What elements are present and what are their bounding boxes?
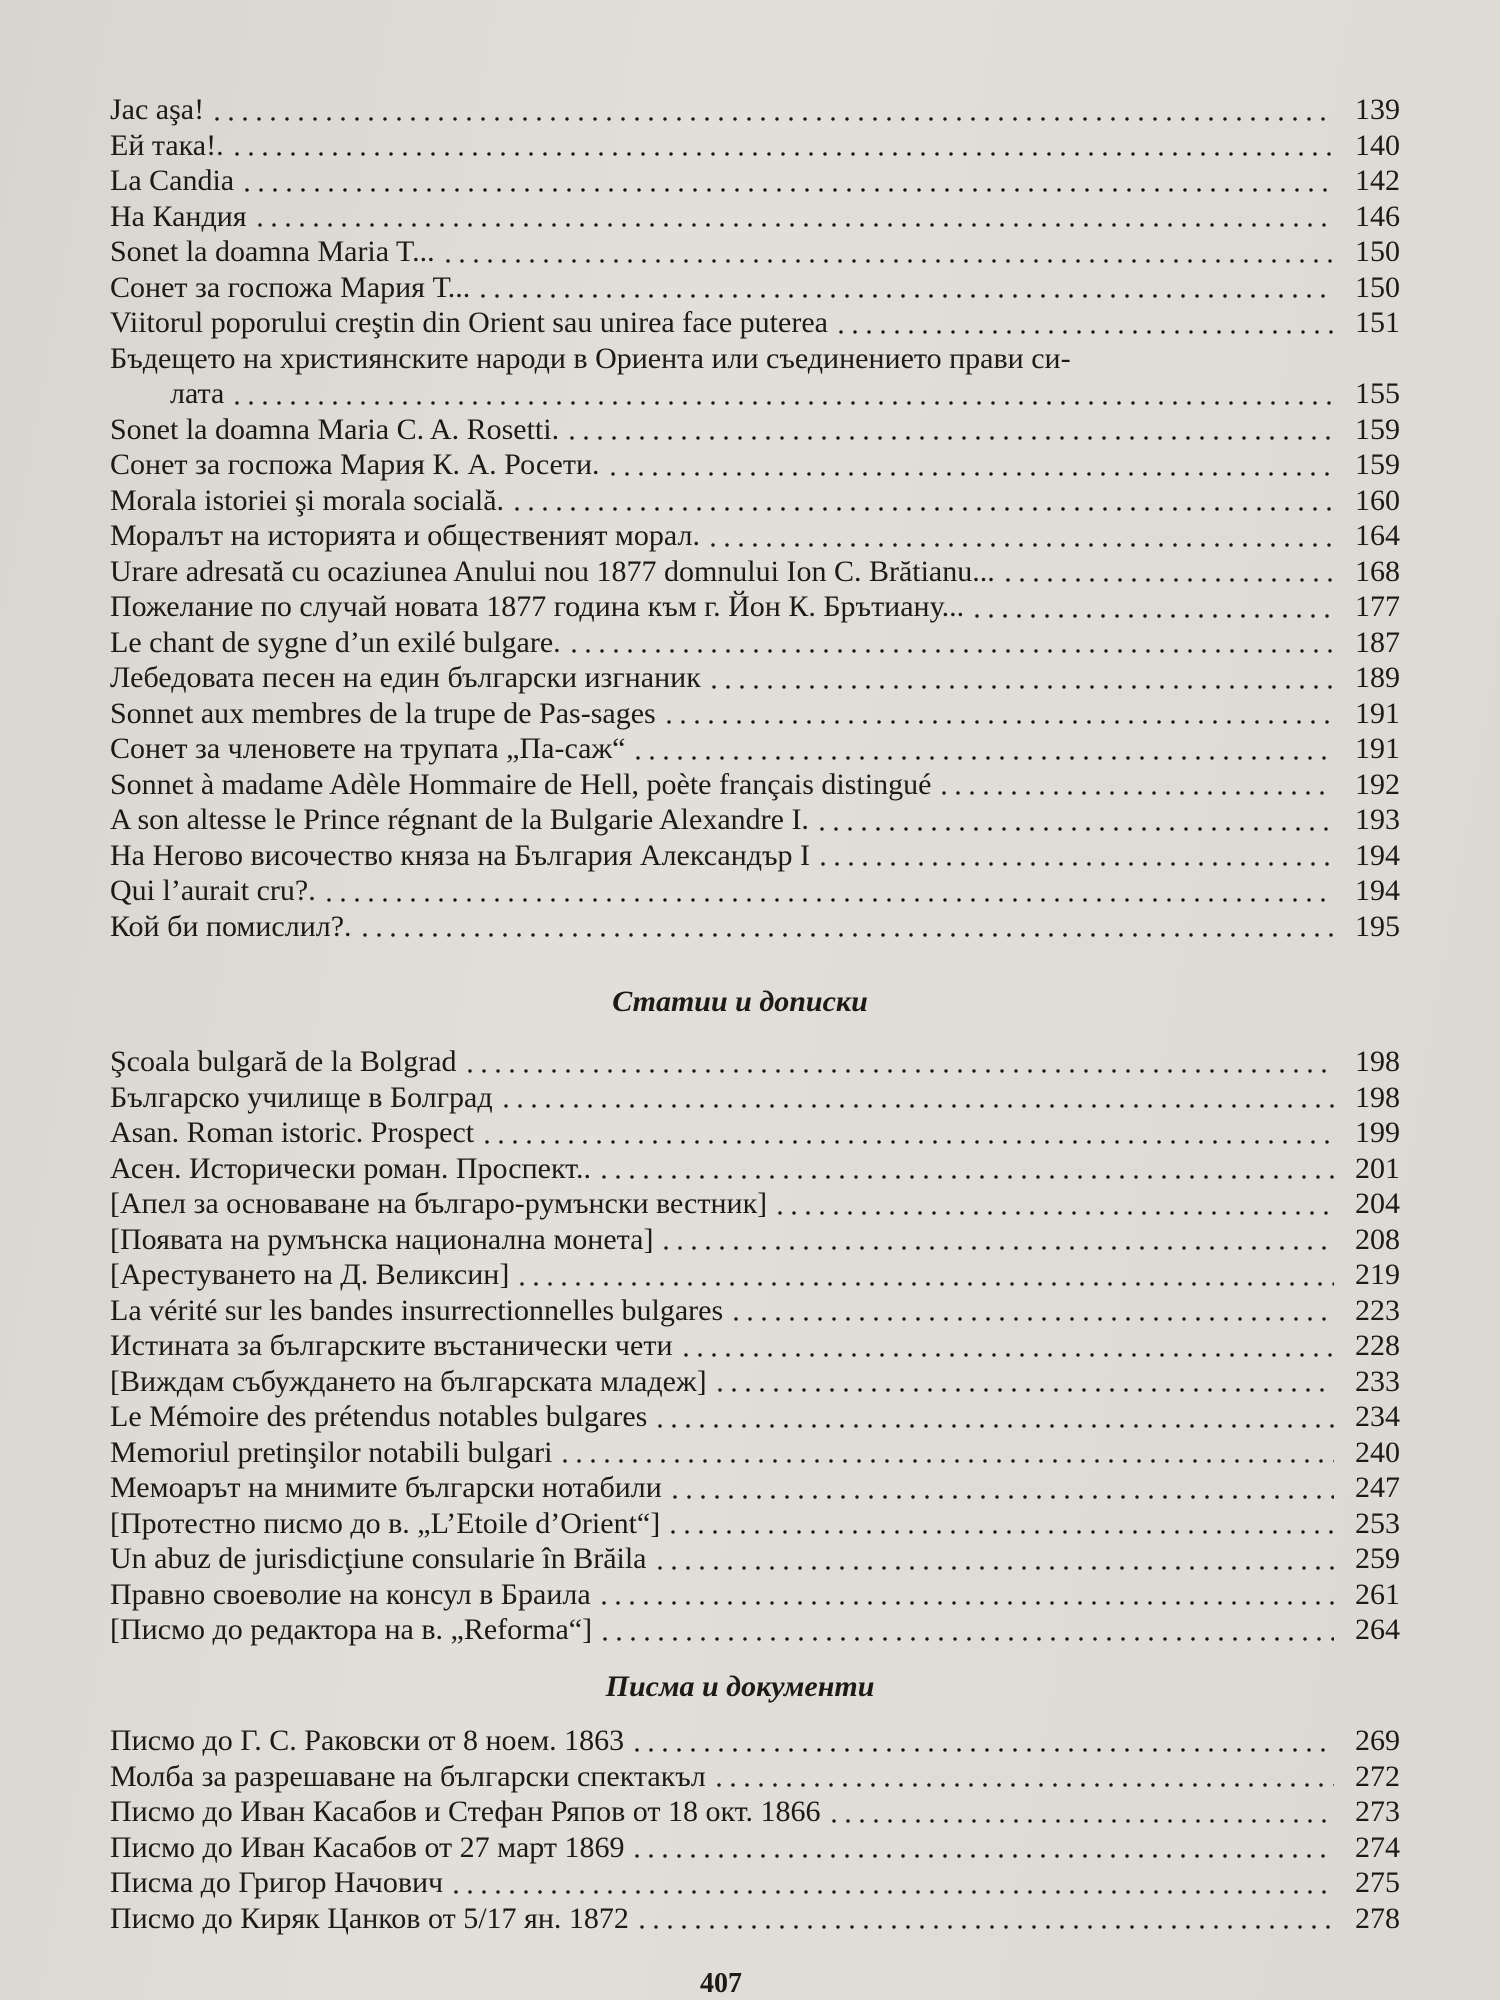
entry-title: La Candia (110, 164, 235, 197)
toc-entry (110, 696, 1400, 732)
entry-page-number: 146 (1355, 199, 1400, 233)
dot-leader (565, 421, 1334, 441)
toc-entry (110, 92, 1400, 128)
toc-entry (110, 1257, 1400, 1293)
toc-entry (110, 518, 1400, 554)
entry-page-number: 259 (1355, 1542, 1400, 1575)
toc-entry (110, 802, 1400, 838)
entry-page-number: 194 (1355, 838, 1400, 872)
entry-page-number: 274 (1355, 1830, 1400, 1864)
dot-leader (712, 1768, 1334, 1788)
dot-leader (358, 918, 1334, 938)
entry-title: La vérité sur les bandes insurrectionnelles bulgares (110, 1293, 724, 1327)
entry-page-number: 272 (1355, 1759, 1400, 1793)
entry-page-number: 269 (1355, 1724, 1400, 1757)
entry-title: Кой би помислил?. (110, 909, 352, 943)
entry-page-number: 155 (1355, 377, 1400, 410)
toc-entry (110, 767, 1400, 803)
entry-title: Sonnet à madame Adèle Hommaire de Hell, poète français distingué (110, 767, 932, 801)
toc-articles-list (110, 1044, 1400, 1648)
entry-title: [Появата на румънска национална монета] (110, 1222, 654, 1256)
entry-title: Правно своеволие на консул в Браила (110, 1577, 591, 1611)
entry-page-number: 189 (1355, 661, 1400, 694)
dot-leader (631, 741, 1334, 761)
entry-page-number: 234 (1355, 1400, 1400, 1433)
entry-page-number: 177 (1355, 590, 1400, 623)
dot-leader (635, 1910, 1334, 1930)
entry-page-number: 253 (1355, 1506, 1400, 1540)
dot-leader (253, 208, 1334, 228)
toc-entry (110, 1080, 1400, 1116)
toc-entry (110, 234, 1400, 270)
toc-entry (110, 1186, 1400, 1222)
toc-entry (110, 1901, 1400, 1937)
entry-title: Urare adresată cu ocaziunea Anului nou 1877 domnului Ion C. Brătianu... (110, 554, 995, 588)
entry-page-number: 191 (1355, 732, 1400, 765)
entry-title: Истината за българските въстанически чети (110, 1329, 673, 1362)
entry-title: Morala istoriei şi morala socială. (110, 483, 505, 517)
entry-page-number: 198 (1355, 1045, 1400, 1078)
dot-leader (937, 776, 1334, 796)
entry-page-number: 278 (1355, 1901, 1400, 1935)
toc-entry (110, 1115, 1400, 1151)
entry-title: Le Mémoire des prétendus notables bulgares (110, 1400, 648, 1433)
dot-leader (230, 137, 1334, 157)
entry-title: Писмо до Киряк Цанков от 5/17 ян. 1872 (110, 1901, 629, 1935)
toc-entry (110, 1151, 1400, 1187)
toc-entry (110, 1470, 1400, 1506)
dot-leader (441, 244, 1334, 264)
toc-entry (110, 305, 1400, 341)
dot-leader (1001, 563, 1334, 583)
entry-title: Сонет за членовете на трупата „Па-саж“ (110, 732, 626, 765)
entry-title: Лебедовата песен на един български изгнаник (110, 661, 701, 694)
entry-title: Sonet la doamna Maria T... (110, 235, 435, 268)
toc-entry (110, 128, 1400, 164)
toc-entry (110, 1865, 1400, 1901)
toc-entry (110, 1723, 1400, 1759)
entry-page-number: 195 (1355, 909, 1400, 943)
dot-leader (230, 386, 1334, 406)
entry-title: На Негово височество княза на България Александър I (110, 838, 811, 872)
dot-leader (713, 1373, 1334, 1393)
dot-leader (970, 599, 1334, 619)
entry-title-line1: Бъдещето на християнските народи в Ориента или съединението прави си- (110, 341, 1071, 375)
entry-page-number: 247 (1355, 1471, 1400, 1504)
entry-page-number: 223 (1355, 1293, 1400, 1327)
entry-page-number: 201 (1355, 1151, 1400, 1185)
dot-leader (597, 1586, 1334, 1606)
entry-title: Qui l’aurait cru?. (110, 874, 316, 907)
entry-title: На Кандия (110, 199, 247, 233)
entry-page-number: 264 (1355, 1613, 1400, 1646)
toc-entry (110, 1759, 1400, 1795)
entry-page-number: 191 (1355, 696, 1400, 730)
dot-leader (510, 492, 1334, 512)
entry-title: Ей така!. (110, 128, 224, 162)
entry-page-number: 261 (1355, 1577, 1400, 1611)
dot-leader (630, 1733, 1334, 1753)
dot-leader (816, 847, 1334, 867)
entry-page-number: 208 (1355, 1222, 1400, 1256)
toc-entry (110, 625, 1400, 661)
toc-poems-list (110, 92, 1400, 944)
dot-leader (210, 102, 1334, 122)
entry-page-number: 160 (1355, 483, 1400, 517)
toc-entry (110, 1044, 1400, 1080)
entry-page-number: 194 (1355, 874, 1400, 907)
toc-entry (110, 1577, 1400, 1613)
entry-title: Le chant de sygne d’un exilé bulgare. (110, 625, 561, 659)
dot-leader (706, 528, 1334, 548)
dot-leader (322, 883, 1334, 903)
dot-leader (463, 1054, 1334, 1074)
dot-leader (668, 1480, 1334, 1500)
entry-page-number: 139 (1355, 93, 1400, 126)
entry-page-number: 199 (1355, 1116, 1400, 1149)
dot-leader (653, 1551, 1335, 1571)
toc-entry (110, 447, 1400, 483)
entry-title: Писма до Григор Начович (110, 1866, 444, 1899)
entry-title: Асен. Исторически роман. Проспект.. (110, 1151, 592, 1185)
toc-entry (110, 589, 1400, 625)
entry-page-number: 151 (1355, 306, 1400, 339)
toc-entry (110, 1506, 1400, 1542)
entry-page-number: 233 (1355, 1364, 1400, 1398)
entry-page-number: 204 (1355, 1187, 1400, 1220)
toc-entry (110, 412, 1400, 448)
toc-entry (110, 909, 1400, 945)
entry-page-number: 168 (1355, 554, 1400, 588)
page-number: 407 (700, 1968, 742, 1999)
toc-entry (110, 660, 1400, 696)
entry-title: Şcoala bulgară de la Bolgrad (110, 1045, 457, 1078)
toc-entry (110, 1541, 1400, 1577)
toc-entry (110, 483, 1400, 519)
entry-title: Sonet la doamna Maria C. A. Rosetti. (110, 412, 560, 446)
entry-title: Memoriul pretinşilor notabili bulgari (110, 1435, 553, 1469)
entry-title: Asan. Roman istoric. Prospect (110, 1116, 475, 1149)
entry-title: [Протестно писмо до в. „L’Etoile d’Orient“] (110, 1506, 661, 1540)
dot-leader (515, 1267, 1334, 1287)
toc-letters-list (110, 1723, 1400, 1936)
dot-leader (729, 1302, 1334, 1322)
entry-title: Jac aşa! (110, 93, 205, 126)
entry-page-number: 198 (1355, 1080, 1400, 1114)
entry-title: Българско училище в Болград (110, 1080, 493, 1114)
toc-entry (110, 1222, 1400, 1258)
entry-title: [Виждам събуждането на българската младеж] (110, 1364, 707, 1398)
dot-leader (666, 1515, 1334, 1535)
toc-entry (110, 1435, 1400, 1471)
entry-page-number: 273 (1355, 1795, 1400, 1828)
section-title-articles: Статии и дописки (612, 985, 868, 1018)
entry-title: [Арестуването на Д. Великсин] (110, 1258, 510, 1291)
entry-title: Sonnet aux membres de la trupe de Pas-sages (110, 696, 656, 730)
entry-page-number: 219 (1355, 1258, 1400, 1291)
toc-entry (110, 1399, 1400, 1435)
entry-title: A son altesse le Prince régnant de la Bulgarie Alexandre I. (110, 803, 809, 836)
dot-leader (499, 1089, 1334, 1109)
toc-entry (110, 1293, 1400, 1329)
dot-leader (449, 1875, 1334, 1895)
entry-page-number: 159 (1355, 412, 1400, 446)
entry-title: Un abuz de jurisdicţiune consularie în Brăila (110, 1542, 647, 1575)
toc-entry (110, 1364, 1400, 1400)
entry-title-line2-row (110, 376, 1400, 412)
entry-title: [Апел за основаване на българо-румънски вестник] (110, 1187, 768, 1220)
toc-entry (110, 1612, 1400, 1648)
dot-leader (558, 1444, 1334, 1464)
entry-page-number: 192 (1355, 767, 1400, 801)
entry-title: Сонет за госпожа Мария Т... (110, 270, 471, 304)
toc-entry (110, 1830, 1400, 1866)
entry-page-number: 275 (1355, 1866, 1400, 1899)
dot-leader (827, 1804, 1334, 1824)
entry-page-number: 140 (1355, 128, 1400, 162)
entry-title: Писмо до Г. С. Раковски от 8 ноем. 1863 (110, 1724, 625, 1757)
entry-page-number: 164 (1355, 519, 1400, 552)
entry-title: Моралът на историята и общественият морал. (110, 519, 700, 552)
entry-page-number: 159 (1355, 448, 1400, 481)
dot-leader (598, 1622, 1334, 1642)
section-title-letters: Писма и документи (605, 1670, 875, 1703)
entry-title: Пожелание по случай новата 1877 година към г. Йон К. Брътиану... (110, 590, 965, 623)
dot-leader (480, 1125, 1334, 1145)
entry-page-number: 142 (1355, 164, 1400, 197)
entry-page-number: 228 (1355, 1329, 1400, 1362)
entry-title: Писмо до Иван Касабов и Стефан Ряпов от 18 окт. 1866 (110, 1795, 821, 1828)
toc-entry (110, 873, 1400, 909)
toc-entry (110, 163, 1400, 199)
entry-title: Писмо до Иван Касабов от 27 март 1869 (110, 1830, 625, 1864)
toc-entry (110, 1328, 1400, 1364)
entry-page-number: 187 (1355, 625, 1400, 659)
entry-page-number: 150 (1355, 270, 1400, 304)
dot-leader (679, 1338, 1335, 1358)
entry-title: Viitorul poporului creştin din Orient sau unirea face puterea (110, 306, 828, 339)
dot-leader (597, 1160, 1334, 1180)
toc-entry (110, 838, 1400, 874)
toc-entry (110, 731, 1400, 767)
dot-leader (653, 1409, 1334, 1429)
dot-leader (815, 812, 1334, 832)
entry-title-line2: лата (170, 377, 225, 410)
dot-leader (834, 315, 1334, 335)
dot-leader (476, 279, 1334, 299)
entry-title: [Писмо до редактора на в. „Reforma“] (110, 1613, 593, 1646)
entry-page-number: 240 (1355, 1435, 1400, 1469)
entry-title: Мемоарът на мнимите български нотабили (110, 1471, 662, 1504)
dot-leader (659, 1231, 1334, 1251)
entry-page-number: 150 (1355, 235, 1400, 268)
dot-leader (606, 457, 1335, 477)
dot-leader (773, 1196, 1334, 1216)
dot-leader (630, 1839, 1334, 1859)
toc-entry (110, 341, 1400, 412)
dot-leader (567, 634, 1334, 654)
dot-leader (707, 670, 1334, 690)
toc-entry (110, 554, 1400, 590)
toc-entry (110, 199, 1400, 235)
toc-entry (110, 270, 1400, 306)
entry-title: Молба за разрешаване на български спектакъл (110, 1759, 706, 1793)
toc-entry (110, 1794, 1400, 1830)
dot-leader (240, 173, 1334, 193)
entry-title: Сонет за госпожа Мария К. А. Росети. (110, 448, 600, 481)
dot-leader (662, 705, 1334, 725)
entry-page-number: 193 (1355, 803, 1400, 836)
